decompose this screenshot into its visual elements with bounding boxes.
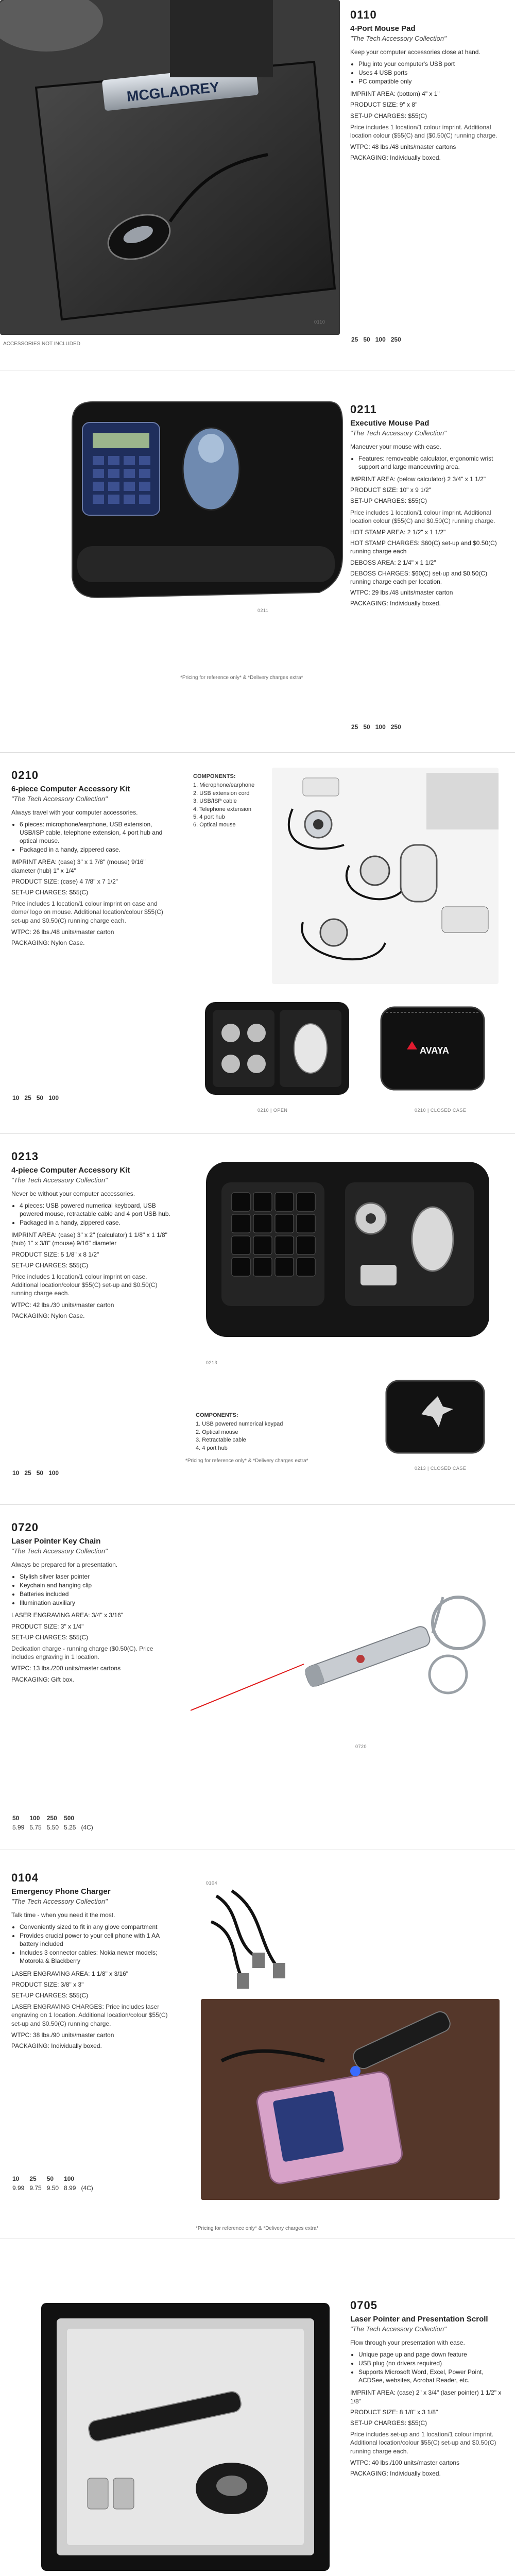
qty-cell: 10 xyxy=(12,1469,20,1477)
presentation-set-illustration xyxy=(10,2293,340,2576)
packaging: PACKAGING: Gift box. xyxy=(11,1675,74,1683)
setup-charges: SET-UP CHARGES: $55(C) xyxy=(11,888,89,896)
packaging: PACKAGING: Individually boxed. xyxy=(350,154,441,162)
price-table-0210 xyxy=(12,1093,64,1105)
product-photo-0110 xyxy=(0,0,340,335)
price-cell xyxy=(24,1103,36,1105)
case-logo: AVAYA xyxy=(420,1045,450,1056)
price-cell xyxy=(375,732,391,734)
product-code: 0210 xyxy=(11,769,39,782)
product-size: PRODUCT SIZE: 5 1/8" x 8 1/2" xyxy=(11,1250,99,1258)
qty-cell: 50 xyxy=(46,2175,54,2182)
setup-charges: SET-UP CHARGES: $55(C) xyxy=(11,1633,89,1641)
photo-code-tag: 0211 xyxy=(258,608,269,613)
price-cell xyxy=(37,1478,48,1480)
product-description: Flow through your presentation with ease. xyxy=(350,2339,465,2347)
price-table-0213 xyxy=(12,1468,64,1480)
setup-charges: SET-UP CHARGES: $55(C) xyxy=(350,112,427,120)
feature-list xyxy=(20,820,171,854)
product-photo-0213-closed xyxy=(371,1370,500,1463)
qty-cell: 250 xyxy=(390,336,401,343)
price-table-0720 xyxy=(12,1814,98,1832)
imprint-area: IMPRINT AREA: (bottom) 4" x 1" xyxy=(350,90,440,98)
qty-cell: 50 xyxy=(36,1469,44,1477)
photo-code-tag: 0213 | CLOSED CASE xyxy=(415,1466,467,1471)
feature-list xyxy=(358,454,505,471)
qty-cell: 100 xyxy=(375,336,386,343)
product-size: PRODUCT SIZE: 3/8" x 3" xyxy=(11,1980,84,1988)
product-subtitle: "The Tech Accessory Collection" xyxy=(350,429,447,437)
photo-code-tag: 0210 | CLOSED CASE xyxy=(415,1108,467,1113)
product-0110-info xyxy=(350,7,505,165)
list-item: • Illumination auxiliary xyxy=(20,1599,166,1607)
price-cell: 8.99 xyxy=(64,2184,76,2192)
price-cell xyxy=(391,344,406,346)
list-item: • Batteries included xyxy=(20,1590,166,1598)
price-cell xyxy=(48,1103,64,1105)
list-item: • Packaged in a handy, zippered case. xyxy=(20,845,171,854)
qty-cell: 100 xyxy=(29,1815,40,1822)
mouse-icon xyxy=(401,845,437,902)
accessories-note: ACCESSORIES NOT INCLUDED xyxy=(3,341,80,347)
price-cell xyxy=(24,1478,36,1480)
qty-cell: 25 xyxy=(351,723,358,731)
qty-row xyxy=(351,722,406,732)
product-0210-info xyxy=(11,768,171,950)
kit-components-illustration xyxy=(272,768,499,984)
price-cell xyxy=(363,732,375,734)
list-item: • 4 pieces: USB powered numerical keyboard, USB powered mouse, retractable cable and 4 port USB hub. xyxy=(20,1201,171,1218)
product-description: Always travel with your computer accessories. xyxy=(11,809,138,817)
product-photo-0705-open xyxy=(10,2293,340,2576)
product-photo-0210-closed xyxy=(366,992,500,1105)
product-photo-0210-components xyxy=(272,768,499,984)
packaging: PACKAGING: Individually boxed. xyxy=(350,600,441,607)
list-item: • Supports Microsoft Word, Excel, Power Point, ACDSee, websites, Acrobat Reader, etc. xyxy=(358,2368,505,2384)
list-item: 4. 4 port hub xyxy=(196,1445,228,1451)
imprint-area: IMPRINT AREA: (below calculator) 2 3/4" x 1 1/2" xyxy=(350,476,486,483)
product-0104-info xyxy=(11,1870,171,2053)
product-description: Always be prepared for a presentation. xyxy=(11,1561,118,1569)
list-item: 3. Retractable cable xyxy=(196,1437,246,1444)
price-note: Price includes 1 location/1 colour imprint. Additional location colour ($55(C) and $0.50(C) running charge. xyxy=(350,509,495,524)
price-cell xyxy=(48,1478,64,1480)
qty-cell: 100 xyxy=(375,723,386,731)
setup-charges: SET-UP CHARGES: $55(C) xyxy=(11,1991,89,1999)
price-note: Price includes 1 location/1 colour imprint. Additional location colour ($55(C) and ($0.50(C) running charge. xyxy=(350,123,497,139)
product-photo-0720 xyxy=(191,1577,500,1741)
packaging: PACKAGING: Nylon Case. xyxy=(11,939,85,946)
qty-row xyxy=(351,335,406,344)
qty-cell: 50 xyxy=(363,723,370,731)
qty-cell: 100 xyxy=(48,1469,59,1477)
list-item: • Stylish silver laser pointer xyxy=(20,1572,166,1581)
feature-list xyxy=(20,1923,171,1965)
photo-code-tag: 0213 xyxy=(206,1360,218,1365)
product-title: Executive Mouse Pad xyxy=(350,418,430,428)
product-subtitle: "The Tech Accessory Collection" xyxy=(11,1547,108,1555)
price-table-0104 xyxy=(12,2174,98,2193)
list-item: • Unique page up and page down feature xyxy=(358,2350,505,2359)
list-item: • Provides crucial power to your cell phone with 1 AA battery included xyxy=(20,1931,171,1948)
price-cell xyxy=(37,1103,48,1105)
wtpc: WTPC: 48 lbs./48 units/master cartons xyxy=(350,143,456,151)
price-cell xyxy=(375,344,391,346)
deboss-area: DEBOSS AREA: 2 1/4" x 1 1/2" xyxy=(350,558,436,566)
qty-cell: 25 xyxy=(24,1094,31,1101)
closed-case-illustration xyxy=(371,1370,500,1463)
product-0213-info xyxy=(11,1149,171,1323)
qty-row xyxy=(12,2174,98,2183)
qty-row xyxy=(12,1093,64,1103)
list-item: • Packaged in a handy, zippered case. xyxy=(20,1218,171,1227)
list-item: 5. 4 port hub xyxy=(193,814,225,820)
feature-list xyxy=(20,1572,166,1607)
product-photo-0213-open xyxy=(196,1151,500,1358)
qty-row xyxy=(12,1814,98,1823)
qty-cell: 100 xyxy=(48,1094,59,1101)
product-title: 6-piece Computer Accessory Kit xyxy=(11,784,130,793)
price-cell: 9.75 xyxy=(29,2184,42,2192)
phone-charger-illustration xyxy=(201,1999,500,2200)
product-title: Emergency Phone Charger xyxy=(11,1887,111,1896)
price-table-0211 xyxy=(351,722,406,734)
photo-code-tag: 0720 xyxy=(355,1744,367,1749)
packaging: PACKAGING: Individually boxed. xyxy=(350,2469,441,2477)
list-item: 6. Optical mouse xyxy=(193,822,236,828)
wtpc: WTPC: 40 lbs./100 units/master cartons xyxy=(350,2459,460,2466)
qty-cell: 100 xyxy=(64,2175,75,2182)
product-0705-info xyxy=(350,2298,505,2480)
wtpc: WTPC: 13 lbs./200 units/master cartons xyxy=(11,1665,121,1672)
list-item: 4. Telephone extension xyxy=(193,806,251,812)
product-subtitle: "The Tech Accessory Collection" xyxy=(11,1176,108,1184)
closed-case-illustration xyxy=(366,992,500,1105)
laser-engraving-area: LASER ENGRAVING AREA: 3/4" x 3/16" xyxy=(11,1612,124,1619)
reference-note: *Pricing for reference only* & *Delivery charges extra* xyxy=(185,1458,308,1464)
price-cell: 5.75 xyxy=(29,1824,42,1831)
product-code: 0720 xyxy=(11,1521,39,1534)
wtpc: WTPC: 42 lbs./30 units/master carton xyxy=(11,1301,114,1309)
components-list-0210 xyxy=(193,773,265,829)
hot-stamp-charges: HOT STAMP CHARGES: $60(C) set-up and $0.50(C) running charge each xyxy=(350,539,497,555)
list-item: 2. Optical mouse xyxy=(196,1429,238,1435)
product-size: PRODUCT SIZE: 8 1/8" x 3 1/8" xyxy=(350,2408,438,2416)
price-note: Price includes 1 location/1 colour imprint on case. Additional location/colour $55(C) set-up and $0.50(C) running charge each. xyxy=(11,1273,158,1297)
product-description: Keep your computer accessories close at hand. xyxy=(350,48,480,56)
price-cell: 9.99 xyxy=(12,2184,25,2192)
list-item: 1. USB powered numerical keypad xyxy=(196,1421,283,1428)
product-subtitle: "The Tech Accessory Collection" xyxy=(11,1897,108,1905)
product-code: 0213 xyxy=(11,1150,39,1163)
price-cell xyxy=(351,732,363,734)
price-cell: 5.25 xyxy=(64,1824,76,1831)
list-item: • USB plug (no drivers required) xyxy=(358,2359,505,2367)
product-code: 0211 xyxy=(350,403,377,416)
product-size: PRODUCT SIZE: 10" x 9 1/2" xyxy=(350,486,432,494)
qty-cell: 25 xyxy=(24,1469,31,1477)
price-cell xyxy=(12,1103,24,1105)
list-item: 3. USB/ISP cable xyxy=(193,798,237,805)
price-note: Price includes 1 location/1 colour imprint on case and dome/ logo on mouse. Additional location/colour $55(C) set-up and $0.50(C) running charge each. xyxy=(11,900,163,924)
qty-cell: 250 xyxy=(46,1815,57,1822)
product-code: 0110 xyxy=(350,8,377,21)
setup-charges: SET-UP CHARGES: $55(C) xyxy=(350,497,427,505)
product-photo-0104 xyxy=(201,1999,500,2200)
feature-list xyxy=(358,2350,505,2385)
imprint-area: IMPRINT AREA: (case) 3" x 1 7/8" (mouse) 9/16" diameter (hub) 1" x 1/4" xyxy=(11,858,146,874)
wtpc: WTPC: 26 lbs./48 units/master carton xyxy=(11,928,114,936)
qty-cell: 50 xyxy=(363,336,370,343)
setup-charges: SET-UP CHARGES: $55(C) xyxy=(350,2419,427,2427)
product-description: Talk time - when you need it the most. xyxy=(11,1911,115,1919)
product-code: 0705 xyxy=(350,2299,377,2312)
price-row xyxy=(12,1103,64,1105)
qty-cell: 25 xyxy=(29,2175,37,2182)
list-item: 2. USB extension cord xyxy=(193,790,250,796)
imprint-area: IMPRINT AREA: (case) 3" x 2" (calculator) 1 1/8" x 1 1/8" (hub) 1" x 3/8" (mouse) 9/16" diameter xyxy=(11,1231,167,1247)
product-title: Laser Pointer and Presentation Scroll xyxy=(350,2314,488,2324)
qty-cell: 10 xyxy=(12,1094,20,1101)
product-code: 0104 xyxy=(11,1871,39,1884)
mousepad-hub-illustration xyxy=(0,0,340,335)
charger-cables-illustration xyxy=(201,1880,304,1994)
price-row xyxy=(351,732,406,734)
qty-cell: 50 xyxy=(36,1094,44,1101)
price-note: Dedication charge - running charge ($0.50(C). Price includes engraving in 1 location. xyxy=(11,1645,153,1661)
wtpc: WTPC: 29 lbs./48 units/master carton xyxy=(350,589,453,597)
price-suffix: (4C) xyxy=(81,2184,93,2192)
price-cell xyxy=(363,344,375,346)
price-cell: 5.99 xyxy=(12,1824,25,1831)
price-cell xyxy=(391,732,406,734)
components-title: COMPONENTS: xyxy=(196,1412,238,1418)
price-cell: 5.50 xyxy=(46,1824,59,1831)
product-photo-0210-open xyxy=(200,992,354,1105)
keypad-kit-illustration xyxy=(196,1151,500,1358)
list-item: • Uses 4 USB ports xyxy=(358,69,505,77)
feature-list xyxy=(358,60,505,86)
wtpc: WTPC: 38 lbs./90 units/master carton xyxy=(11,2031,114,2039)
product-size: PRODUCT SIZE: 3" x 1/4" xyxy=(11,1622,84,1630)
price-cell xyxy=(12,1478,24,1480)
product-0211-info xyxy=(350,402,505,610)
laser-engraving-area: LASER ENGRAVING AREA: 1 1/8" x 3/16" xyxy=(11,1970,129,1977)
product-subtitle: "The Tech Accessory Collection" xyxy=(350,34,447,42)
product-description: Never be without your computer accessories. xyxy=(11,1190,135,1198)
list-item: • Plug into your computer's USB port xyxy=(358,60,505,68)
product-subtitle: "The Tech Accessory Collection" xyxy=(350,2325,447,2333)
mouse-icon xyxy=(412,1207,453,1271)
packaging: PACKAGING: Individually boxed. xyxy=(11,2042,102,2049)
price-note: Price includes set-up and 1 location/1 colour imprint. Additional location/colour $55(C) set-up and $0.50(C) running charge each. xyxy=(350,2431,496,2455)
price-cell: 9.50 xyxy=(46,2184,59,2192)
imprint-area: IMPRINT AREA: (case) 2" x 3/4" (laser pointer) 1 1/2" x 1/8" xyxy=(350,2389,502,2405)
product-title: 4-Port Mouse Pad xyxy=(350,24,416,33)
price-row xyxy=(12,1478,64,1480)
components-title: COMPONENTS: xyxy=(193,773,236,779)
list-item: • 6 pieces: microphone/earphone, USB extension, USB/ISP cable, telephone extension, 4 port hub and optical mouse. xyxy=(20,820,171,845)
packaging: PACKAGING: Nylon Case. xyxy=(11,1312,85,1319)
product-title: 4-piece Computer Accessory Kit xyxy=(11,1165,130,1175)
list-item: • Includes 3 connector cables: Nokia newer models; Motorola & Blackberry xyxy=(20,1948,171,1965)
reference-note: *Pricing for reference only* & *Delivery charges extra* xyxy=(196,2226,319,2231)
product-photo-0104-cables xyxy=(201,1880,304,1994)
photo-code-tag: 0210 | OPEN xyxy=(258,1108,288,1113)
setup-charges: SET-UP CHARGES: $55(C) xyxy=(11,1261,89,1269)
open-case-illustration xyxy=(200,992,354,1105)
feature-list xyxy=(20,1201,171,1227)
qty-cell: 250 xyxy=(390,723,401,731)
price-table-0110 xyxy=(351,335,406,346)
price-row xyxy=(12,1823,98,1832)
product-size: PRODUCT SIZE: 9" x 8" xyxy=(350,101,418,109)
price-cell xyxy=(351,344,363,346)
hot-stamp-area: HOT STAMP AREA: 2 1/2" x 1 1/2" xyxy=(350,528,446,536)
price-note: LASER ENGRAVING CHARGES: Price includes laser engraving on 1 location. Additional location/colour $55(C) set-up and $0.50(C) running charge. xyxy=(11,2003,168,2027)
product-0720-info xyxy=(11,1520,166,1686)
product-size: PRODUCT SIZE: (case) 4 7/8" x 7 1/2" xyxy=(11,877,118,885)
list-item: • Conveniently sized to fit in any glove compartment xyxy=(20,1923,171,1931)
list-item: • PC compatible only xyxy=(358,77,505,86)
mousepad-logo-text: MCGLADREY xyxy=(126,79,220,105)
deboss-charges: DEBOSS CHARGES: $60(C) set-up and $0.50(C) running charge each per location. xyxy=(350,569,488,585)
product-description: Maneuver your mouse with ease. xyxy=(350,443,441,451)
qty-cell: 25 xyxy=(351,336,358,343)
laser-pointer-icon xyxy=(304,1624,432,1688)
price-row xyxy=(351,344,406,346)
product-photo-0211 xyxy=(62,392,350,608)
reference-note: *Pricing for reference only* & *Delivery charges extra* xyxy=(180,675,303,681)
components-list-0213 xyxy=(196,1412,330,1452)
product-title: Laser Pointer Key Chain xyxy=(11,1536,101,1546)
price-suffix: (4C) xyxy=(81,1824,93,1831)
qty-cell: 10 xyxy=(12,2175,20,2182)
photo-code-tag: 0110 xyxy=(314,319,325,325)
executive-mousepad-illustration xyxy=(62,392,350,608)
qty-row xyxy=(12,1468,64,1478)
list-item: • Keychain and hanging clip xyxy=(20,1581,166,1589)
qty-cell: 50 xyxy=(12,1815,20,1822)
qty-cell: 500 xyxy=(64,1815,75,1822)
photo-code-tag: 0104 xyxy=(206,1880,218,1886)
list-item: • Features: removeable calculator, ergonomic wrist support and large manoeuvring area. xyxy=(358,454,505,471)
product-subtitle: "The Tech Accessory Collection" xyxy=(11,794,108,803)
price-row xyxy=(12,2183,98,2193)
laser-keychain-illustration xyxy=(191,1577,500,1741)
list-item: 1. Microphone/earphone xyxy=(193,782,255,789)
